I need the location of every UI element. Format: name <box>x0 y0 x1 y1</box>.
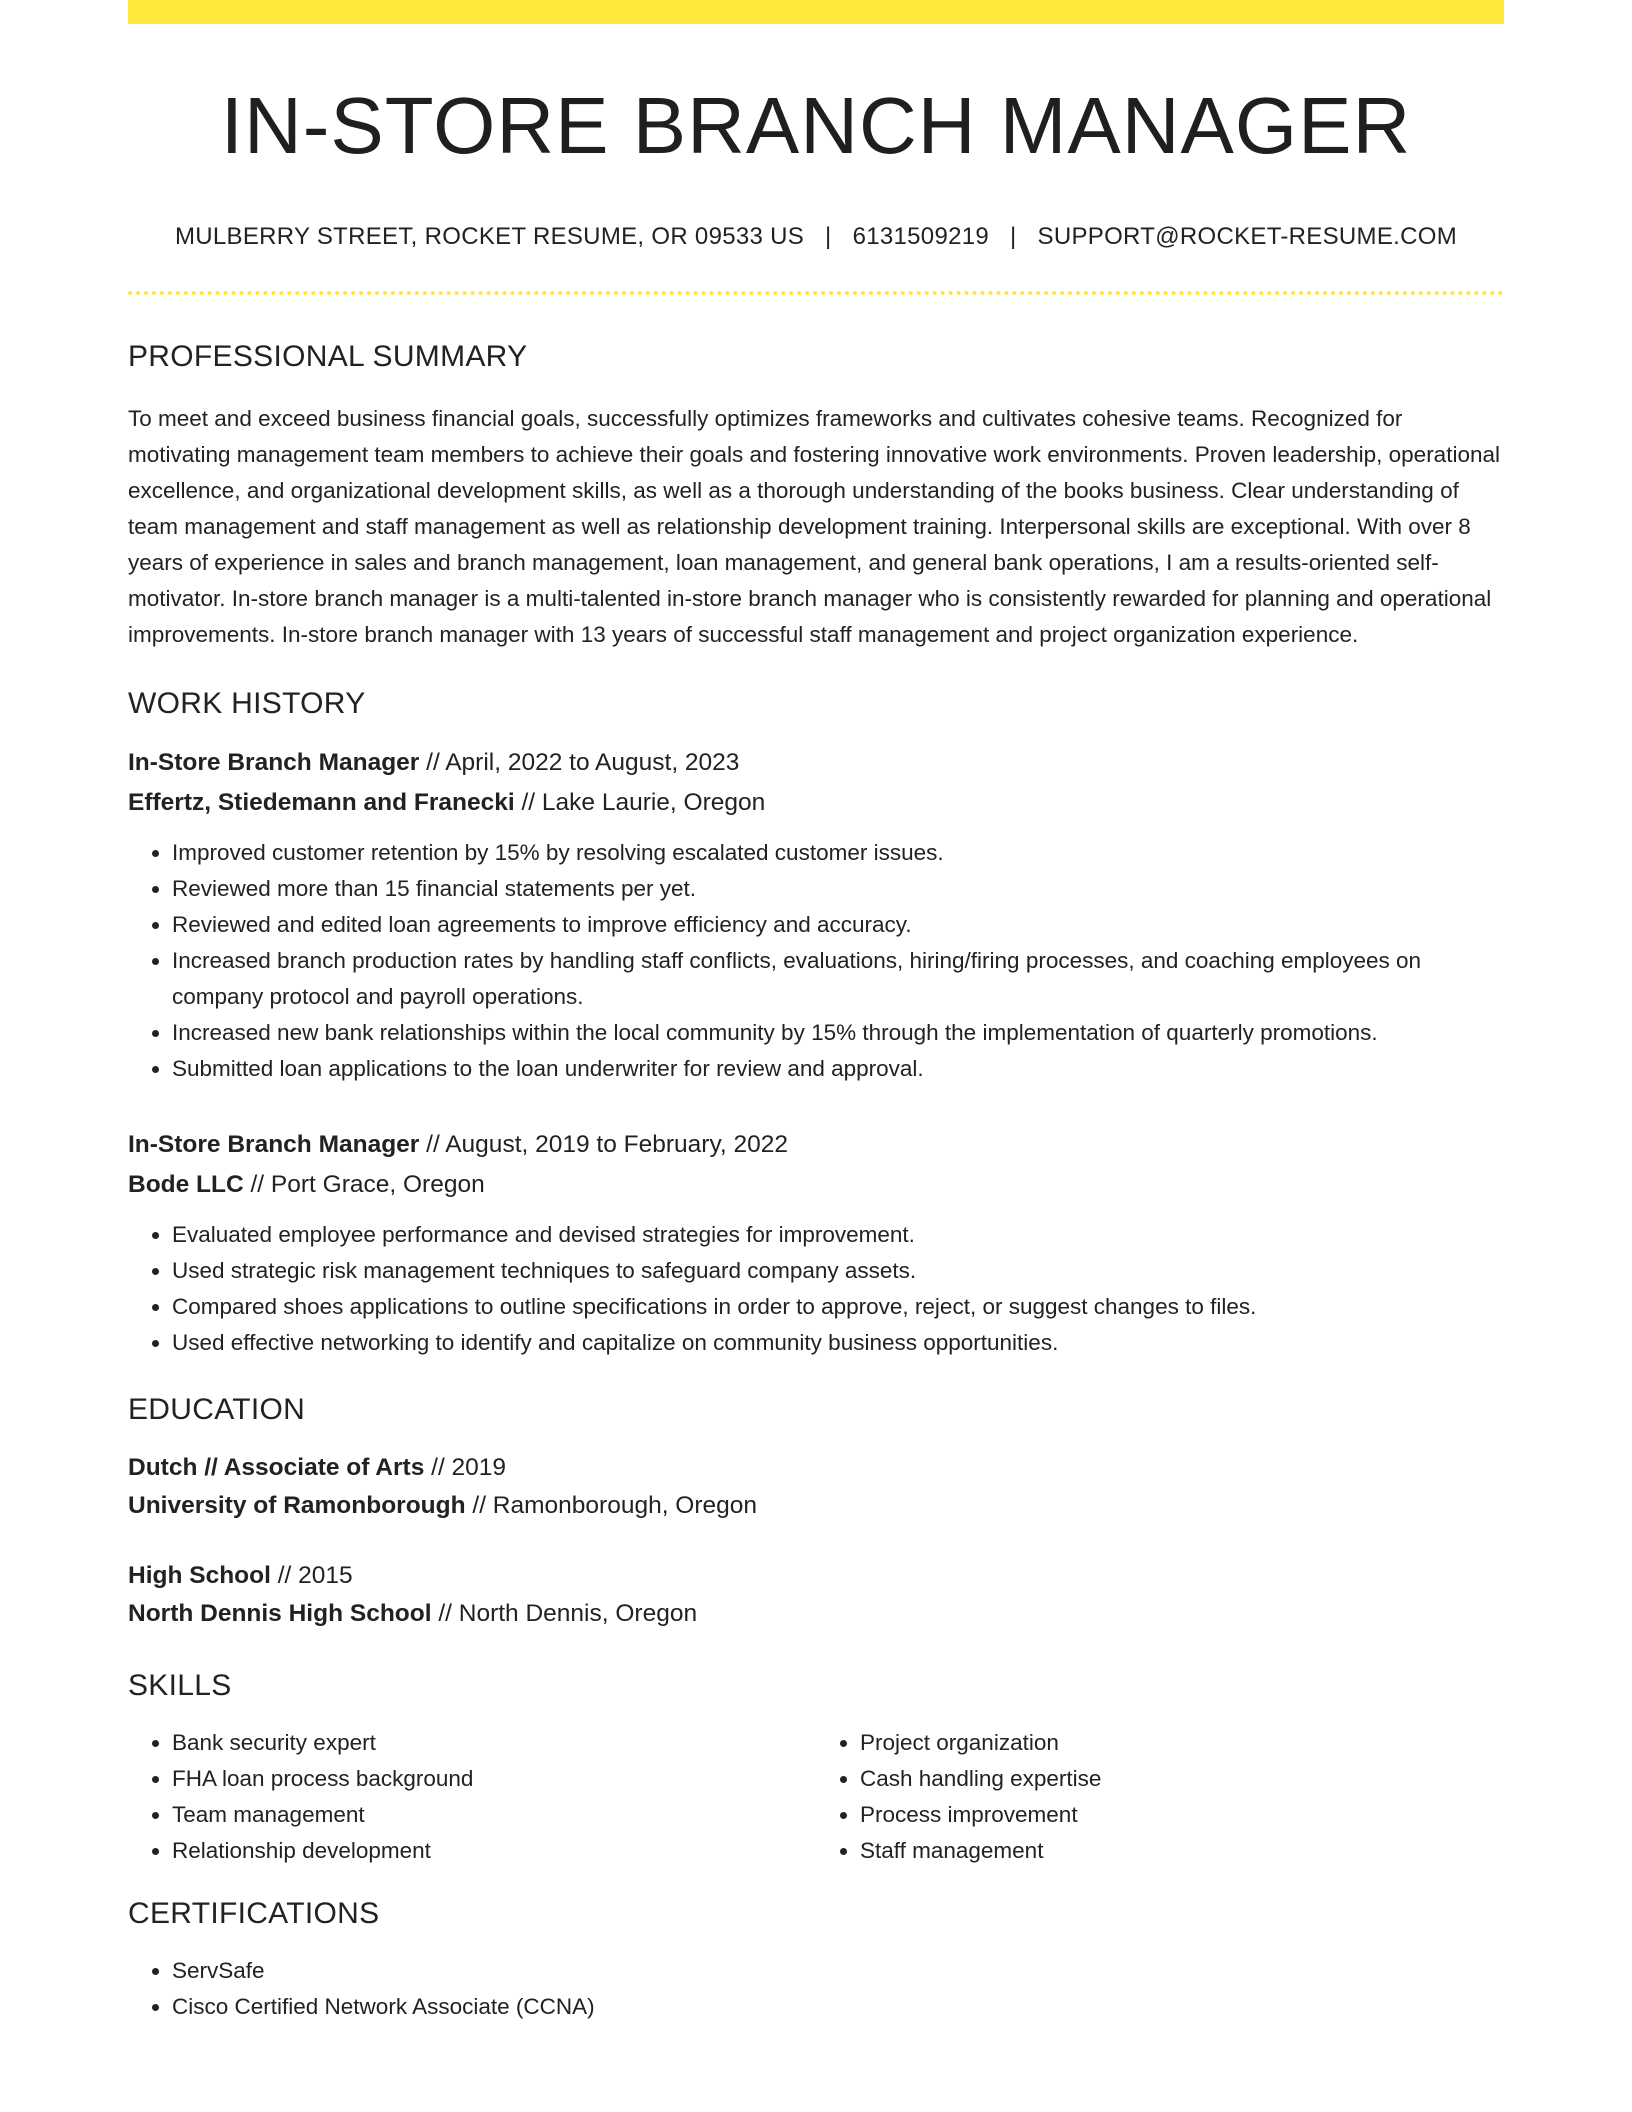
skill-item: • Relationship development <box>172 1833 816 1869</box>
section-title-education: EDUCATION <box>128 1393 306 1426</box>
list-item: • Reviewed and edited loan agreements to improve efficiency and accuracy. <box>172 907 1504 943</box>
job-company-line <box>128 783 1504 823</box>
certification-item: • ServSafe <box>172 1953 1504 1989</box>
education-degree-line <box>128 1557 1504 1595</box>
job-company: Effertz, Stiedemann and Franecki <box>128 789 515 816</box>
contact-separator: | <box>1010 223 1017 250</box>
contact-email: SUPPORT@ROCKET-RESUME.COM <box>1037 223 1457 250</box>
skills-list-left <box>128 1725 816 1869</box>
certification-item: • Cisco Certified Network Associate (CCNA) <box>172 1989 1504 2025</box>
education-entry <box>128 1557 1504 1633</box>
list-item: • Evaluated employee performance and devised strategies for improvement. <box>172 1217 1504 1253</box>
contact-line <box>128 223 1504 251</box>
section-title-summary: PROFESSIONAL SUMMARY <box>128 340 528 373</box>
job-entry <box>128 1125 1504 1361</box>
dotted-divider <box>128 291 1504 295</box>
job-bullets <box>128 835 1504 1087</box>
contact-separator: | <box>825 223 832 250</box>
job-company-line <box>128 1165 1504 1205</box>
list-item: • Increased branch production rates by handling staff conflicts, evaluations, hiring/firing processes, and coaching employees on company protocol and payroll operations. <box>172 943 1504 1015</box>
job-role: In-Store Branch Manager <box>128 1131 420 1158</box>
skills-list-right <box>816 1725 1504 1869</box>
contact-address: MULBERRY STREET, ROCKET RESUME, OR 09533 US <box>174 223 805 250</box>
education-location: // North Dennis, Oregon <box>431 1600 698 1627</box>
skill-item: • FHA loan process background <box>172 1761 816 1797</box>
skill-item: • Cash handling expertise <box>860 1761 1504 1797</box>
job-bullets <box>128 1217 1504 1361</box>
education-year: // 2015 <box>270 1562 353 1589</box>
job-dates: // August, 2019 to February, 2022 <box>419 1131 788 1158</box>
education-school-line <box>128 1595 1504 1633</box>
skill-item: • Team management <box>172 1797 816 1833</box>
skill-item: • Process improvement <box>860 1797 1504 1833</box>
job-title-line <box>128 1125 1504 1165</box>
job-location: // Port Grace, Oregon <box>243 1171 485 1198</box>
resume-page <box>128 0 1504 2025</box>
education-year: // 2019 <box>424 1454 507 1481</box>
education-location: // Ramonborough, Oregon <box>465 1492 758 1519</box>
job-role: In-Store Branch Manager <box>128 749 420 776</box>
list-item: • Submitted loan applications to the loan underwriter for review and approval. <box>172 1051 1504 1087</box>
skill-item: • Project organization <box>860 1725 1504 1761</box>
list-item: • Used strategic risk management techniques to safeguard company assets. <box>172 1253 1504 1289</box>
education-degree: High School <box>128 1562 271 1589</box>
skill-item: • Staff management <box>860 1833 1504 1869</box>
list-item: • Improved customer retention by 15% by resolving escalated customer issues. <box>172 835 1504 871</box>
section-title-work-history: WORK HISTORY <box>128 687 366 720</box>
education-school-line <box>128 1487 1504 1525</box>
education-degree: Dutch // Associate of Arts <box>128 1454 425 1481</box>
education-school: University of Ramonborough <box>128 1492 466 1519</box>
top-accent-bar <box>128 0 1504 24</box>
education-entry <box>128 1449 1504 1525</box>
job-title-line <box>128 743 1504 783</box>
list-item: • Compared shoes applications to outline specifications in order to approve, reject, or suggest changes to files. <box>172 1289 1504 1325</box>
section-title-certifications: CERTIFICATIONS <box>128 1897 380 1930</box>
list-item: • Used effective networking to identify and capitalize on community business opportunities. <box>172 1325 1504 1361</box>
job-company: Bode LLC <box>128 1171 244 1198</box>
job-location: // Lake Laurie, Oregon <box>514 789 766 816</box>
education-degree-line <box>128 1449 1504 1487</box>
resume-title: IN-STORE BRANCH MANAGER <box>220 81 1412 170</box>
section-title-skills: SKILLS <box>128 1669 232 1702</box>
contact-phone: 6131509219 <box>852 223 990 250</box>
certifications-list <box>128 1953 1504 2025</box>
summary-text: To meet and exceed business financial goals, successfully optimizes frameworks and cultivates cohesive teams. Recognized for motivating management team members to achieve their goals and fostering innovative work environments. Proven leadership, operational excellence, and organizational development skills, as well as a thorough understanding of the books business. Clear understanding of team management and staff management as well as relationship development training. Interpersonal skills are exceptional. With over 8 years of experience in sales and branch management, loan management, and general bank operations, I am a results-oriented self-motivator. In-store branch manager is a multi-talented in-store branch manager who is consistently rewarded for planning and operational improvements. In-store branch manager with 13 years of successful staff management and project organization experience. <box>128 406 1500 647</box>
skill-item: • Bank security expert <box>172 1725 816 1761</box>
job-dates: // April, 2022 to August, 2023 <box>419 749 740 776</box>
list-item: • Increased new bank relationships within the local community by 15% through the implementation of quarterly promotions. <box>172 1015 1504 1051</box>
education-school: North Dennis High School <box>128 1600 432 1627</box>
job-entry <box>128 743 1504 1087</box>
skills-columns <box>128 1725 1504 1869</box>
list-item: • Reviewed more than 15 financial statements per yet. <box>172 871 1504 907</box>
